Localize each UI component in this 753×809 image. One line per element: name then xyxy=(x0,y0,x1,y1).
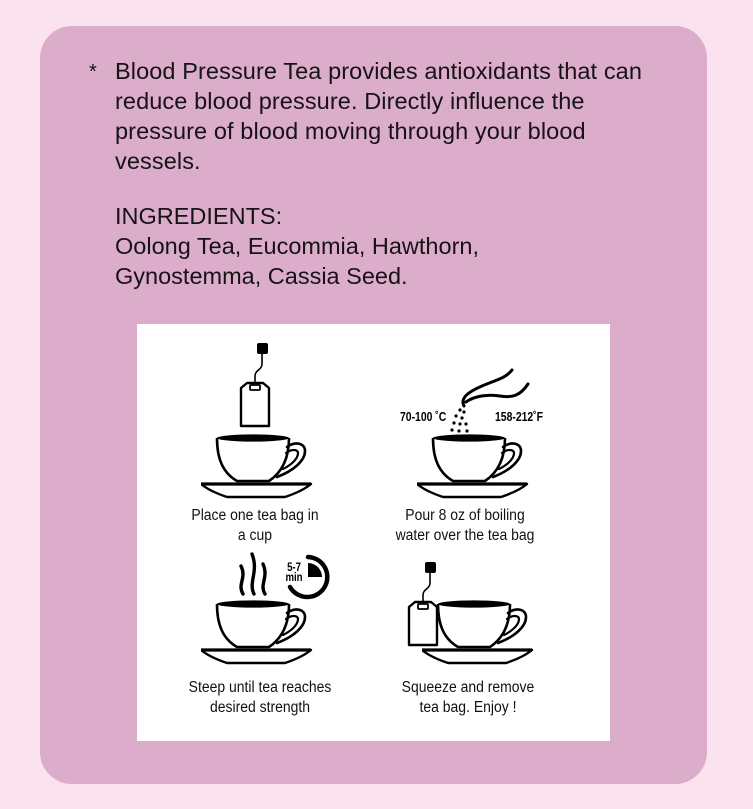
brewing-instructions xyxy=(137,324,610,741)
product-description: Blood Pressure Tea provides antioxidants that can reduce blood pressure. Directly influence the pressure of blood moving through your blood vessels. xyxy=(115,58,643,174)
teacup-icon xyxy=(201,433,313,501)
tea-bag-icon xyxy=(235,342,275,428)
ingredients-heading: INGREDIENTS: xyxy=(115,203,283,229)
temperature-fahrenheit: 158-212˚F xyxy=(495,409,543,424)
temperature-celsius: 70-100 ˚C xyxy=(400,409,447,424)
ingredients-list: Oolong Tea, Eucommia, Hawthorn, Gynostemma, Cassia Seed. xyxy=(115,233,479,289)
step-caption: Steep until tea reaches desired strength xyxy=(188,679,332,716)
teacup-icon xyxy=(417,433,529,501)
teacup-icon xyxy=(201,599,313,667)
step-caption: Pour 8 oz of boiling water over the tea bag xyxy=(395,507,535,544)
step-caption: Place one tea bag in a cup xyxy=(191,507,319,544)
steep-time-label: 5-7 min xyxy=(285,560,303,584)
steam-icon xyxy=(235,550,275,596)
step-caption: Squeeze and remove tea bag. Enjoy ! xyxy=(401,679,535,716)
teacup-icon xyxy=(422,599,534,667)
bullet-asterisk: * xyxy=(89,61,97,83)
